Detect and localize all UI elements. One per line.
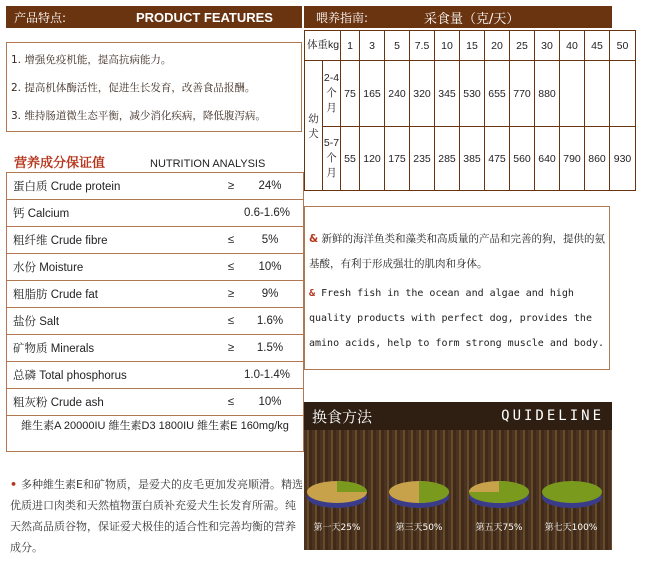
amount-cell: 345 xyxy=(435,61,460,127)
amount-cell: 475 xyxy=(485,127,510,191)
feeding-table xyxy=(304,30,636,191)
nutrient-value: 0.6-1.6% xyxy=(243,207,291,219)
guideline-title-cn: 换食方法 xyxy=(312,407,373,426)
nutrition-row xyxy=(6,173,304,200)
weight-cell: 25 xyxy=(510,31,535,61)
description-cn-text: 新鲜的海洋鱼类和藻类和高质量的产品和完善的狗，提供的氨基酸，有利于形成强壮的肌肉和身体。 xyxy=(309,233,606,270)
feeding-guide-header xyxy=(304,6,612,28)
nutrition-row xyxy=(6,254,304,281)
product-features-title-cn: 产品特点: xyxy=(14,10,67,25)
step-label: 第七天100% xyxy=(544,523,598,533)
product-features-list xyxy=(6,42,302,132)
nutrient-value: 10% xyxy=(258,261,282,273)
weight-cell: 10 xyxy=(435,31,460,61)
nutrient-name: 粗纤维 Crude fibre xyxy=(13,235,108,247)
amount-cell: 285 xyxy=(435,127,460,191)
product-features-title-en: PRODUCT FEATURES xyxy=(136,9,273,25)
bowl-old-food xyxy=(542,481,602,503)
nutrient-name: 水份 Moisture xyxy=(13,262,84,274)
amount-cell: 165 xyxy=(360,61,385,127)
nutrition-title-cn: 营养成分保证值 xyxy=(14,156,106,171)
nutrient-name: 钙 Calcium xyxy=(13,208,70,220)
description-box xyxy=(304,206,610,370)
amount-cell: 75 xyxy=(341,61,360,127)
vitamins-row: 維生素A 20000IU 維生素D3 1800IU 維生素E 160mg/kg xyxy=(6,416,304,452)
nutrient-symbol: ≤ xyxy=(227,315,235,327)
benefits-text: 多种維生素E和矿物质，是爱犬的皮毛更加发亮顺滑。精选优质进口肉类和天然植物蛋白质补充爱犬生长发育所需。纯天然高品质谷物，保证爱犬极佳的适合性和完善均衡的营养成分。 xyxy=(10,478,303,554)
nutrition-row xyxy=(6,200,304,227)
amount-cell: 385 xyxy=(460,127,485,191)
nutrient-name: 粗脂肪 Crude fat xyxy=(13,289,98,301)
amount-cell: 175 xyxy=(385,127,410,191)
amount-cell: 235 xyxy=(410,127,435,191)
amount-cell: 790 xyxy=(560,127,585,191)
nutrient-value: 10% xyxy=(258,396,282,408)
weight-cell: 20 xyxy=(485,31,510,61)
nutrient-name: 总磷 Total phosphorus xyxy=(13,370,127,382)
weight-header-row xyxy=(305,31,636,61)
amount-cell: 655 xyxy=(485,61,510,127)
group-label: 幼犬 xyxy=(305,61,323,191)
nutrition-title-en: NUTRITION ANALYSIS xyxy=(150,158,266,170)
amount-cell xyxy=(585,61,610,127)
feeding-amount-title: 采食量（克/天） xyxy=(424,11,520,27)
nutrition-row xyxy=(6,389,304,416)
amount-cell: 320 xyxy=(410,61,435,127)
amount-cell: 880 xyxy=(535,61,560,127)
amount-cell: 770 xyxy=(510,61,535,127)
amount-cell: 930 xyxy=(610,127,636,191)
amount-cell xyxy=(610,61,636,127)
guideline-panel xyxy=(304,402,612,550)
nutrient-name: 蛋白质 Crude protein xyxy=(13,181,121,193)
nutrition-row xyxy=(6,335,304,362)
nutrition-row xyxy=(6,362,304,389)
nutrient-symbol: ≤ xyxy=(227,396,235,408)
weight-cell: 45 xyxy=(585,31,610,61)
weight-cell: 30 xyxy=(535,31,560,61)
weight-cell: 40 xyxy=(560,31,585,61)
weight-cell: 7.5 xyxy=(410,31,435,61)
nutrient-symbol: ≥ xyxy=(227,288,235,300)
nutrition-table xyxy=(6,172,304,452)
feature-item: 1. 增强免疫机能，提高抗病能力。 xyxy=(11,54,172,66)
description-en-text: Fresh fish in the ocean and algae and high quality products with perfect dog, provides the amino acids, help to form strong muscle and body. xyxy=(309,288,605,349)
nutrient-value: 5% xyxy=(261,234,279,246)
feature-item: 3. 维持肠道微生态平衡，减少消化疾病，降低腹泻病。 xyxy=(11,110,266,122)
feeding-guide-title: 喂养指南: xyxy=(316,10,369,25)
nutrient-value: 24% xyxy=(258,180,282,192)
amount-cell: 120 xyxy=(360,127,385,191)
age-label: 2-4个月 xyxy=(323,61,341,127)
amount-cell: 640 xyxy=(535,127,560,191)
nutrient-symbol: ≥ xyxy=(227,342,235,354)
nutrition-row xyxy=(6,281,304,308)
step-label: 第一天25% xyxy=(313,523,361,533)
weight-cell: 50 xyxy=(610,31,636,61)
weight-cell: 1 xyxy=(341,31,360,61)
nutrition-row xyxy=(6,308,304,335)
nutrition-row xyxy=(6,227,304,254)
ampersand-icon: & xyxy=(309,288,316,299)
nutrient-name: 矿物质 Minerals xyxy=(13,343,95,355)
description-en xyxy=(309,281,605,356)
amount-cell: 55 xyxy=(341,127,360,191)
bullet: • xyxy=(10,478,18,491)
nutrient-name: 粗灰粉 Crude ash xyxy=(13,397,104,409)
weight-cell: 3 xyxy=(360,31,385,61)
step-label: 第五天75% xyxy=(475,523,523,533)
nutrient-symbol: ≤ xyxy=(227,234,235,246)
nutrient-symbol: ≤ xyxy=(227,261,235,273)
nutrition-title xyxy=(14,152,304,170)
weight-cell: 15 xyxy=(460,31,485,61)
bowl-new-food-wedge xyxy=(337,481,367,492)
ampersand-icon: & xyxy=(309,233,319,245)
amount-cell: 860 xyxy=(585,127,610,191)
nutrient-value: 9% xyxy=(261,288,279,300)
weight-cell: 5 xyxy=(385,31,410,61)
feature-item: 2. 提高机体酶活性，促进生长发育，改善食品报酬。 xyxy=(11,82,256,94)
nutrient-value: 1.6% xyxy=(256,315,284,327)
guideline-title-en: QUIDELINE xyxy=(501,408,604,424)
nutrient-value: 1.5% xyxy=(256,342,284,354)
step-label: 第三天50% xyxy=(395,523,443,533)
amount-cell: 240 xyxy=(385,61,410,127)
age-label: 5-7个月 xyxy=(323,127,341,191)
nutrient-symbol: ≥ xyxy=(227,180,235,192)
nutrient-name: 盐份 Salt xyxy=(13,316,60,328)
amount-cell: 530 xyxy=(460,61,485,127)
amount-cell xyxy=(560,61,585,127)
description-cn xyxy=(309,227,605,277)
feeding-row xyxy=(305,61,636,127)
weight-label: 体重kg xyxy=(305,31,341,61)
feeding-row xyxy=(305,127,636,191)
nutrient-value: 1.0-1.4% xyxy=(243,369,291,381)
amount-cell: 560 xyxy=(510,127,535,191)
benefits-paragraph xyxy=(10,474,306,558)
product-features-header xyxy=(6,6,302,28)
